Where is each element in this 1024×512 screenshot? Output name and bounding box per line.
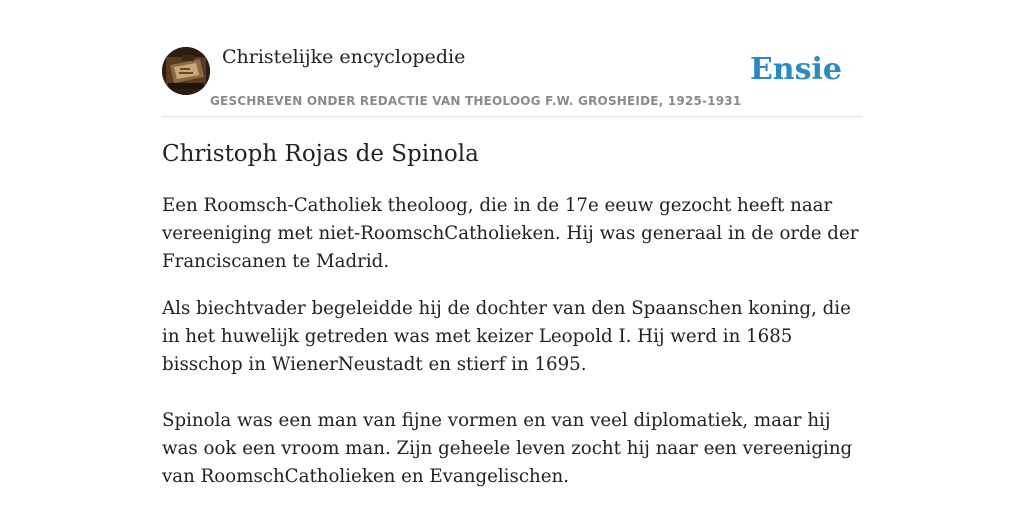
article-body xyxy=(162,192,862,510)
article-title: Christoph Rojas de Spinola xyxy=(162,141,479,167)
ensie-logo-link[interactable]: Ensie xyxy=(749,52,842,87)
article-paragraph: Als biechtvader begeleidde hij de dochter van den Spaanschen koning, die in het huwelijk getreden was met keizer Leopold I. Hij werd in 1685 bisschop in WienerNeustadt en stierf in 1695. xyxy=(162,298,851,375)
article-paragraph: Een Roomsch-Catholiek theoloog, die in de 17e eeuw gezocht heeft naar vereeniging met niet-RoomschCatholieken. Hij was generaal in de orde der Franciscanen te Madrid. xyxy=(162,195,859,272)
site-header xyxy=(162,0,862,117)
encyclopedia-avatar-icon[interactable] xyxy=(162,47,210,95)
page xyxy=(162,0,862,487)
article-paragraph: Spinola was een man van fijne vormen en van veel diplomatiek, maar hij was ook een vroom man. Zijn geheele leven zocht hij naar een vereeniging van RoomschCatholieken en Evangelischen. xyxy=(162,410,853,487)
site-subtitle: GESCHREVEN ONDER REDACTIE VAN THEOLOOG F.W. GROSHEIDE, 1925-1931 xyxy=(210,94,742,108)
site-title[interactable]: Christelijke encyclopedie xyxy=(222,46,466,68)
book-cover-icon xyxy=(162,47,210,95)
